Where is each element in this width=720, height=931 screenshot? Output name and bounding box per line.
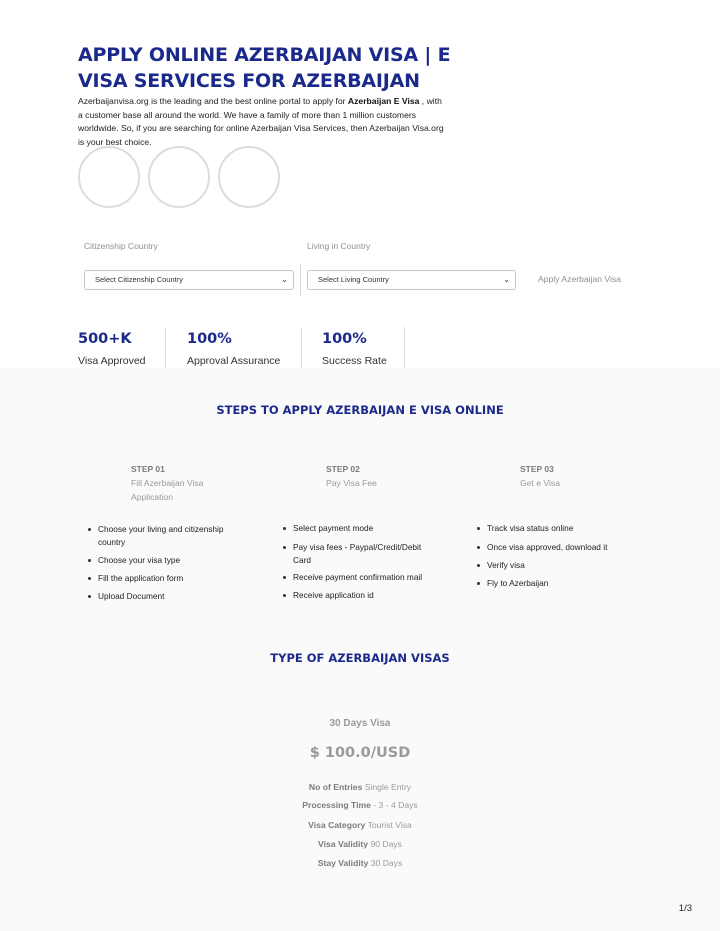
page-title-line1: APPLY ONLINE AZERBAIJAN VISA | E: [78, 44, 451, 66]
living-select-value: Select Living Country: [318, 275, 389, 284]
visa-detail-value: Single Entry: [364, 782, 412, 792]
step-2-item: Receive payment confirmation mail: [283, 571, 433, 584]
visa-detail-validity: [0, 839, 720, 849]
image-circle-2: [148, 146, 210, 208]
stat-divider: [404, 327, 405, 369]
living-select[interactable]: [307, 270, 516, 290]
step-1-head: STEP 01: [131, 464, 165, 474]
step-3-name: Get e Visa: [520, 478, 560, 488]
page-number: 1/3: [678, 903, 692, 914]
stat-divider: [301, 327, 302, 369]
step-2-item: Pay visa fees - Paypal/Credit/Debit Card: [283, 541, 433, 566]
step-1-item: Fill the application form: [88, 572, 233, 585]
chevron-down-icon: ⌄: [281, 275, 288, 284]
step-2-item: Select payment mode: [283, 522, 433, 535]
visa-detail-label: Visa Validity: [318, 839, 369, 849]
stat-label: Success Rate: [322, 355, 387, 367]
visa-detail-label: Stay Validity: [317, 858, 369, 868]
step-2-item: Receive application id: [283, 589, 433, 602]
visa-card-price: $ 100.0/USD: [309, 745, 411, 761]
stat-visa-approved: [78, 331, 146, 367]
step-1-item: Choose your living and citizenship country: [88, 523, 233, 548]
step-3-item: Fly to Azerbaijan: [477, 577, 637, 590]
step-3-item: Verify visa: [477, 559, 637, 572]
intro-prefix: Azerbaijanvisa.org is the leading and the best online portal to apply for: [78, 96, 348, 106]
apply-visa-button[interactable]: Apply Azerbaijan Visa: [538, 274, 621, 284]
step-3-item: Track visa status online: [477, 522, 637, 535]
intro-paragraph: [78, 95, 448, 149]
visa-detail-category: [0, 820, 720, 830]
chevron-down-icon: ⌄: [503, 275, 510, 284]
citizenship-select[interactable]: [84, 270, 294, 290]
visa-card-name: 30 Days Visa: [329, 718, 391, 729]
living-label: Living in Country: [307, 241, 371, 251]
visa-types-title: TYPE OF AZERBAIJAN VISAS: [270, 651, 450, 665]
image-placeholders: [78, 146, 280, 208]
image-circle-3: [218, 146, 280, 208]
stat-value: 500+K: [78, 331, 132, 347]
step-1-item: Upload Document: [88, 590, 233, 603]
steps-section-title: STEPS TO APPLY AZERBAIJAN E VISA ONLINE: [216, 403, 504, 417]
stat-success-rate: [322, 331, 387, 367]
stat-approval-assurance: [187, 331, 280, 367]
visa-detail-label: Visa Category: [308, 820, 366, 830]
page-title-line2: VISA SERVICES FOR AZERBAIJAN: [78, 70, 420, 92]
citizenship-label: Citizenship Country: [84, 241, 158, 251]
visa-detail-processing: [0, 800, 720, 810]
citizenship-select-value: Select Citizenship Country: [95, 275, 183, 284]
intro-bold-link: Azerbaijan E Visa: [347, 96, 420, 106]
intro-suffix: , with a customer base all around the world. We have a family of more than 1 million customers worldwide. So, if you are searching for online Azerbaijan Visa Services, then Azerbaijan Visa.org is your best choice.: [78, 96, 444, 147]
visa-detail-value: Tourist Visa: [367, 820, 412, 830]
visa-detail-label: No of Entries: [308, 782, 363, 792]
form-divider: [300, 264, 301, 296]
step-1-item: Choose your visa type: [88, 554, 233, 567]
stat-label: Visa Approved: [78, 355, 146, 367]
visa-detail-value: 30 Days: [370, 858, 403, 868]
stat-divider: [165, 327, 166, 369]
step-2-head: STEP 02: [326, 464, 360, 474]
step-1-name: Fill Azerbaijan Visa Application: [131, 478, 204, 502]
visa-detail-stay: [0, 858, 720, 868]
stat-value: 100%: [322, 331, 367, 347]
step-3-item: Once visa approved, download it: [477, 541, 637, 554]
image-circle-1: [78, 146, 140, 208]
visa-detail-value: 90 Days: [370, 839, 402, 849]
visa-detail-value: - 3 - 4 Days: [373, 800, 418, 810]
stat-label: Approval Assurance: [187, 355, 281, 367]
visa-detail-label: Processing Time: [302, 800, 371, 810]
step-2-name: Pay Visa Fee: [326, 478, 377, 488]
stat-value: 100%: [187, 331, 232, 347]
visa-detail-entries: [0, 782, 720, 792]
step-3-head: STEP 03: [520, 464, 554, 474]
page-title: [78, 42, 478, 94]
